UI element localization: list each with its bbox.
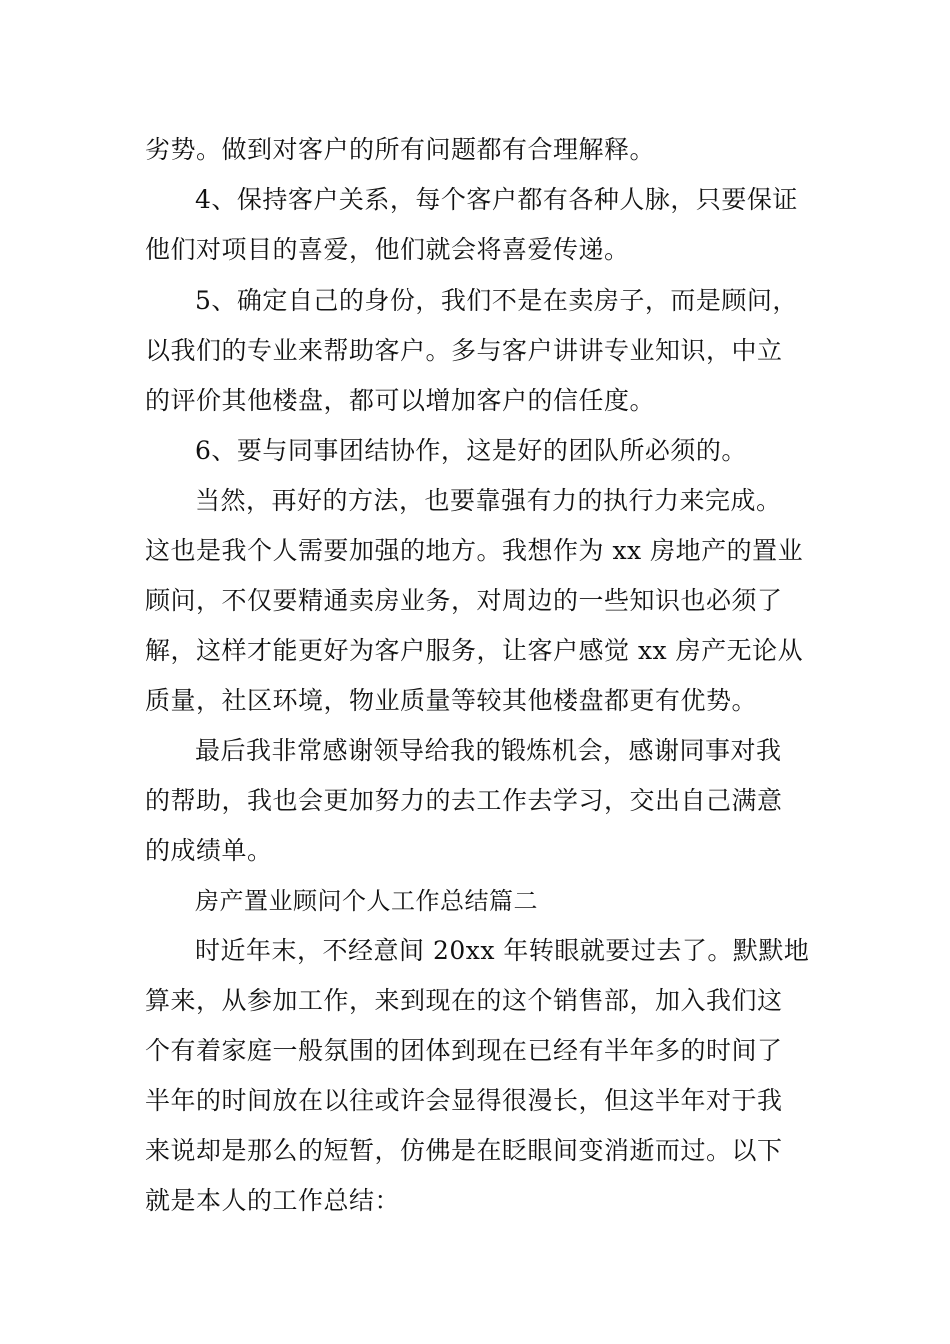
text-line: 这也是我个人需要加强的地方。我想作为 xx 房地产的置业 (145, 536, 804, 565)
text-line: 4、保持客户关系，每个客户都有各种人脉，只要保证 (195, 185, 798, 214)
text-line: 最后我非常感谢领导给我的锻炼机会，感谢同事对我 (195, 736, 782, 765)
text-line: 的帮助，我也会更加努力的去工作去学习，交出自己满意 (145, 786, 783, 815)
text-line: 就是本人的工作总结： (145, 1186, 401, 1215)
text-line: 质量，社区环境，物业质量等较其他楼盘都更有优势。 (145, 686, 758, 715)
text-line: 的成绩单。 (145, 836, 273, 865)
text-line: 劣势。做到对客户的所有问题都有合理解释。 (145, 135, 656, 164)
text-line: 个有着家庭一般氛围的团体到现在已经有半年多的时间了 (145, 1036, 783, 1065)
section-title: 房产置业顾问个人工作总结篇二 (195, 887, 538, 915)
text-line: 他们对项目的喜爱，他们就会将喜爱传递。 (145, 235, 630, 264)
text-line: 以我们的专业来帮助客户。多与客户讲讲专业知识，中立 (145, 336, 783, 365)
text-line: 6、要与同事团结协作，这是好的团队所必须的。 (195, 436, 747, 465)
text-line: 时近年末，不经意间 20xx 年转眼就要过去了。默默地 (195, 936, 810, 965)
text-line: 顾问，不仅要精通卖房业务，对周边的一些知识也必须了 (145, 586, 783, 615)
text-line: 的评价其他楼盘，都可以增加客户的信任度。 (145, 386, 656, 415)
text-line: 算来，从参加工作，来到现在的这个销售部，加入我们这 (145, 986, 783, 1015)
text-line: 当然，再好的方法，也要靠强有力的执行力来完成。 (195, 486, 782, 515)
text-line: 解，这样才能更好为客户服务，让客户感觉 xx 房产无论从 (145, 636, 804, 665)
text-line: 5、确定自己的身份，我们不是在卖房子，而是顾问， (195, 286, 798, 315)
text-line: 来说却是那么的短暂，仿佛是在眨眼间变消逝而过。以下 (145, 1136, 783, 1165)
text-line: 半年的时间放在以往或许会显得很漫长，但这半年对于我 (145, 1086, 783, 1115)
